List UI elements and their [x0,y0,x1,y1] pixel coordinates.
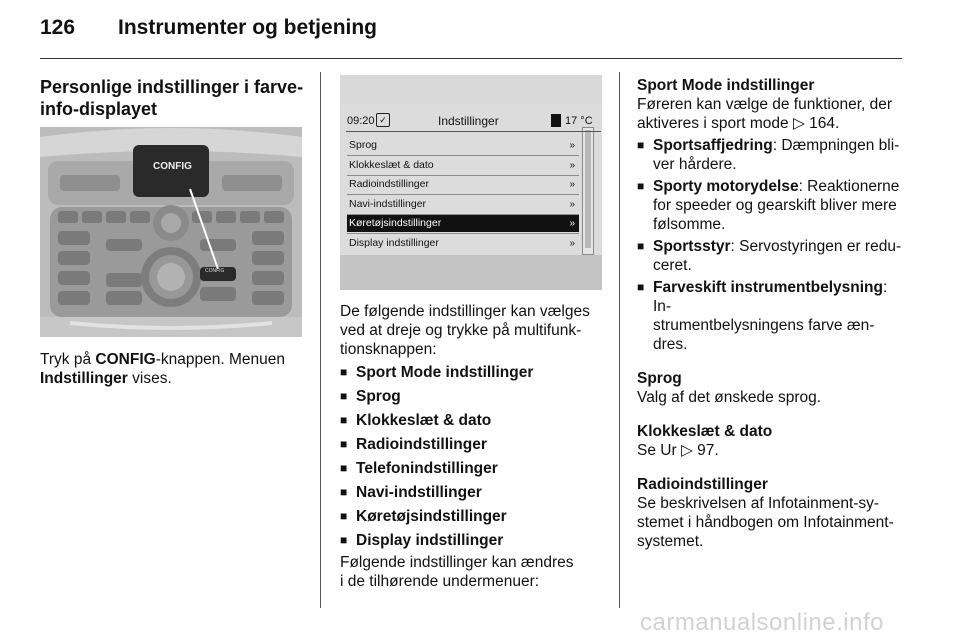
sport-option: ■ Farveskift instrumentbelysning: In- strumentbelysningens farve æn- dres. [637,278,909,354]
photo-caption: Tryk på CONFIG-knappen. Menuen Indstillinger vises. [40,351,285,387]
menu-row-label: Sprog [349,139,378,151]
chevron-right-icon: » [569,140,575,151]
sport-option: ■ Sportsstyr: Servostyringen er redu- ceret. [637,237,909,275]
sport-option: ■ Sporty motorydelse: Reaktionerne for speeder og gearskift bliver mere følsomme. [637,177,909,234]
screen-temperature: 17 °C [565,115,593,127]
config-button-label: CONFIG [153,161,192,172]
header-divider [40,58,902,59]
sport-option: ■ Sportsaffjedring: Dæmpningen bli- ver hårdere. [637,136,909,174]
menu-row-label: Display indstillinger [349,236,439,249]
outro-text: Følgende indstillinger kan ændres i de tilhørende undermenuer: [340,554,574,590]
page-title: Instrumenter og betjening [118,16,378,39]
config-panel-label: CONFIG [205,268,225,274]
column-3 [637,76,909,551]
menu-row[interactable] [347,137,579,154]
menu-row[interactable] [347,196,579,213]
column-divider-left [320,72,321,608]
page-number: 126 [40,16,76,39]
bullet-item: ■ Telefonindstillinger [340,459,612,478]
sport-mode-list [637,136,909,354]
watermark: carmanualsonline.info [640,609,884,636]
chevron-right-icon: » [569,159,575,171]
screen-header-divider [346,131,601,132]
column-divider-right [619,72,620,608]
menu-row[interactable] [347,235,579,252]
clock-text: Se Ur ▷ 97. [637,442,719,459]
menu-row[interactable] [347,157,579,174]
sport-mode-heading: Sport Mode indstillinger [637,77,815,94]
screen-time: 09:20 [347,115,375,127]
center-console-illustration [40,127,302,337]
thermometer-icon [551,114,561,127]
console-photo [40,127,302,337]
bullet-item: ■ Navi-indstillinger [340,483,612,502]
sport-mode-intro: Føreren kan vælge de funktioner, der aktiveres i sport mode ▷ 164. [637,96,893,132]
radio-heading: Radioindstillinger [637,476,768,493]
chevron-right-icon: » [569,237,575,249]
section-title: Personlige indstillinger i farve- info-displayet [40,77,304,119]
bullet-item: ■ Radioindstillinger [340,435,612,454]
bullet-item: ■ Sport Mode indstillinger [340,363,612,382]
screen-scrollbar [582,127,594,255]
intro-text: De følgende indstillinger kan vælges ved at dreje og trykke på multifunk- tionsknappen: [340,303,590,358]
menu-row-label: Køretøjsindstillinger [349,217,442,229]
sprog-text: Valg af det ønskede sprog. [637,389,822,406]
chevron-right-icon: » [569,198,575,210]
menu-row-label: Klokkeslæt & dato [349,158,434,171]
settings-bullet-list [340,363,612,550]
bullet-item: ■ Sprog [340,387,612,406]
screen-title: Indstillinger [438,114,499,128]
clock-heading: Klokkeslæt & dato [637,423,773,440]
chevron-right-icon: » [569,179,575,190]
page-ref-arrow-icon: ▷ [792,115,805,132]
menu-row-label: Radioindstillinger [349,178,429,190]
screen-status-icon: ✓ [376,113,390,127]
column-1 [40,76,310,120]
sprog-heading: Sprog [637,370,682,387]
bullet-item: ■ Klokkeslæt & dato [340,411,612,430]
menu-row[interactable] [347,176,579,193]
bullet-item: ■ Display indstillinger [340,531,612,550]
radio-text: Se beskrivelsen af Infotainment-sy- stemet i håndbogen om Infotainment- systemet. [637,495,894,550]
menu-row[interactable] [347,215,579,232]
column-2 [340,302,612,591]
bullet-item: ■ Køretøjsindstillinger [340,507,612,526]
menu-row-label: Navi-indstillinger [349,197,427,210]
page-ref-arrow-icon: ▷ [680,442,693,459]
chevron-right-icon: » [569,218,575,229]
